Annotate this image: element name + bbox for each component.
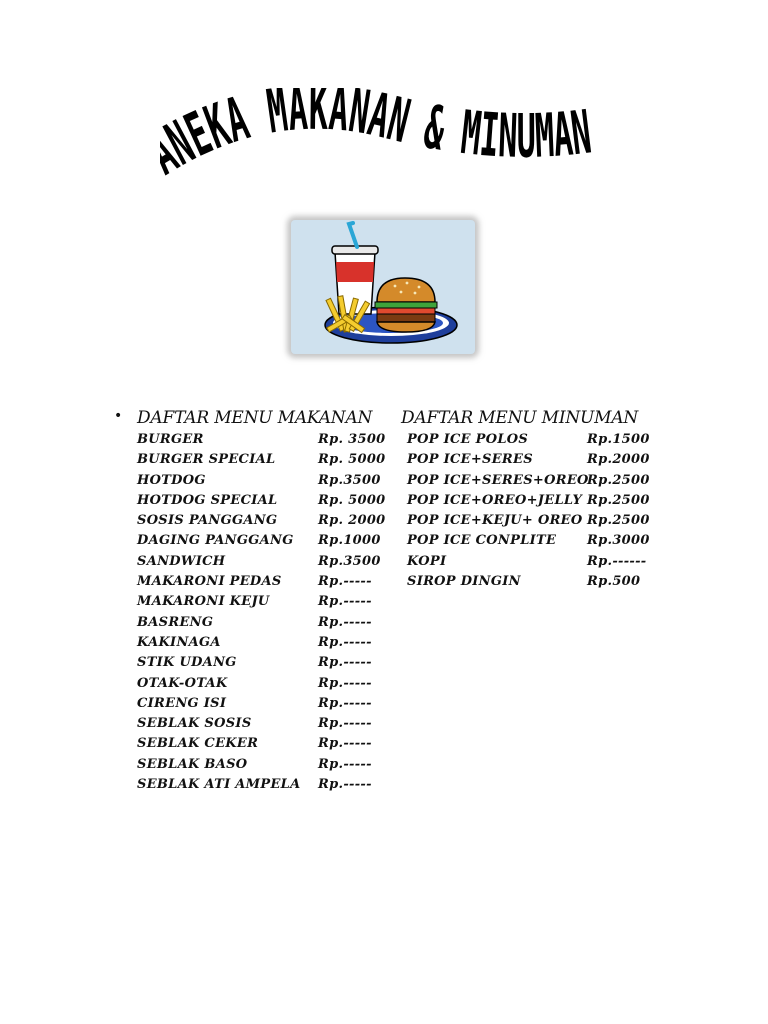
menu-item-name: MAKARONI KEJU — [137, 594, 270, 610]
menu-item — [407, 513, 657, 533]
menu-item-name: POP ICE+SERES — [407, 452, 533, 468]
menu-item-name: SEBLAK BASO — [137, 756, 248, 772]
menu-item — [137, 432, 387, 452]
list-bullet: • — [114, 408, 123, 424]
menu-item-name: POP ICE+KEJU+ OREO — [407, 513, 583, 529]
menu-item — [407, 452, 657, 472]
menu-item-price: Rp.----- — [318, 594, 372, 610]
menu-item-name: SOSIS PANGGANG — [137, 513, 278, 529]
menu-item — [137, 594, 387, 614]
menu-item-price: Rp.----- — [318, 777, 372, 793]
menu-item-name: KAKINAGA — [137, 634, 221, 650]
menu-item-price: Rp.2500 — [587, 472, 650, 488]
menu-item-price: Rp. 5000 — [318, 492, 386, 508]
menu-item — [407, 533, 657, 553]
menu-item-name: BURGER — [137, 432, 204, 447]
menu-item — [407, 473, 657, 493]
menu-item — [137, 615, 387, 635]
menu-item — [137, 513, 387, 533]
menu-item-name: POP ICE CONPLITE — [407, 533, 557, 549]
menu-item-price: Rp.----- — [318, 736, 372, 752]
menu-item — [137, 696, 387, 716]
menu-item-price: Rp.----- — [318, 614, 372, 630]
menu-item-name: BURGER SPECIAL — [137, 452, 276, 468]
menu-item-price: Rp. 3500 — [318, 432, 386, 447]
menu-item — [137, 533, 387, 553]
menu-item — [137, 452, 387, 472]
menu-item-name: POP ICE+SERES+OREO — [407, 472, 589, 488]
food-illustration — [291, 220, 475, 354]
menu-item-price: Rp.500 — [587, 574, 641, 590]
menu-item-price: Rp.----- — [318, 574, 372, 590]
menu-item — [137, 635, 387, 655]
drink-menu-list — [407, 432, 657, 594]
menu-item — [137, 574, 387, 594]
menu-item-name: SIROP DINGIN — [407, 574, 521, 590]
menu-item-price: Rp.3500 — [318, 472, 381, 488]
menu-item-price: Rp.1000 — [318, 533, 381, 549]
menu-item — [137, 493, 387, 513]
menu-item — [137, 716, 387, 736]
menu-item-price: Rp.----- — [318, 675, 372, 691]
menu-item-name: STIK UDANG — [137, 655, 237, 671]
menu-item-name: BASRENG — [137, 614, 214, 630]
menu-item-name: SEBLAK SOSIS — [137, 716, 252, 732]
menu-item-price: Rp.----- — [318, 655, 372, 671]
menu-item-price: Rp.------ — [587, 553, 647, 569]
title-text: NEKA MAKANAN & MINUMAN — [160, 88, 610, 180]
menu-item-name: DAGING PANGGANG — [137, 533, 294, 549]
menu-item-name: CIRENG ISI — [137, 695, 227, 711]
menu-item — [137, 757, 387, 777]
menu-item-price: Rp.----- — [318, 716, 372, 732]
drink-menu-heading: DAFTAR MENU MINUMAN — [401, 408, 639, 428]
menu-item-name: MAKARONI PEDAS — [137, 574, 282, 590]
menu-item-name: HOTDOG — [137, 472, 206, 488]
menu-item — [407, 574, 657, 594]
menu-item — [137, 554, 387, 574]
menu-item-name: SEBLAK ATI AMPELA — [137, 777, 301, 793]
menu-item-price: Rp.3500 — [318, 553, 381, 569]
menu-item-name: HOTDOG SPECIAL — [137, 492, 278, 508]
menu-item — [407, 493, 657, 513]
menu-item-name: SEBLAK CEKER — [137, 736, 259, 752]
menu-item-name: OTAK-OTAK — [137, 675, 228, 691]
page-title — [160, 88, 610, 208]
menu-item-price: Rp.3000 — [587, 533, 650, 549]
menu-item-name: SANDWICH — [137, 553, 226, 569]
menu-item-price: Rp.1500 — [587, 432, 650, 447]
menu-item — [407, 554, 657, 574]
menu-item — [137, 473, 387, 493]
menu-item-price: Rp. 2000 — [318, 513, 386, 529]
menu-item — [137, 777, 387, 797]
menu-item-price: Rp.----- — [318, 695, 372, 711]
menu-item-price: Rp.----- — [318, 756, 372, 772]
food-menu-list — [137, 432, 387, 797]
menu-item-name: POP ICE+OREO+JELLY — [407, 492, 583, 508]
menu-item — [137, 676, 387, 696]
menu-item — [407, 432, 657, 452]
menu-item-price: Rp.2500 — [587, 492, 650, 508]
menu-item-price: Rp. 5000 — [318, 452, 386, 468]
menu-item — [137, 655, 387, 675]
menu-item-name: POP ICE POLOS — [407, 432, 529, 447]
food-menu-heading: DAFTAR MENU MAKANAN — [137, 408, 373, 428]
menu-item-name: KOPI — [407, 553, 447, 569]
menu-item-price: Rp.2500 — [587, 513, 650, 529]
menu-item-price: Rp.----- — [318, 634, 372, 650]
menu-item-price: Rp.2000 — [587, 452, 650, 468]
menu-item — [137, 736, 387, 756]
